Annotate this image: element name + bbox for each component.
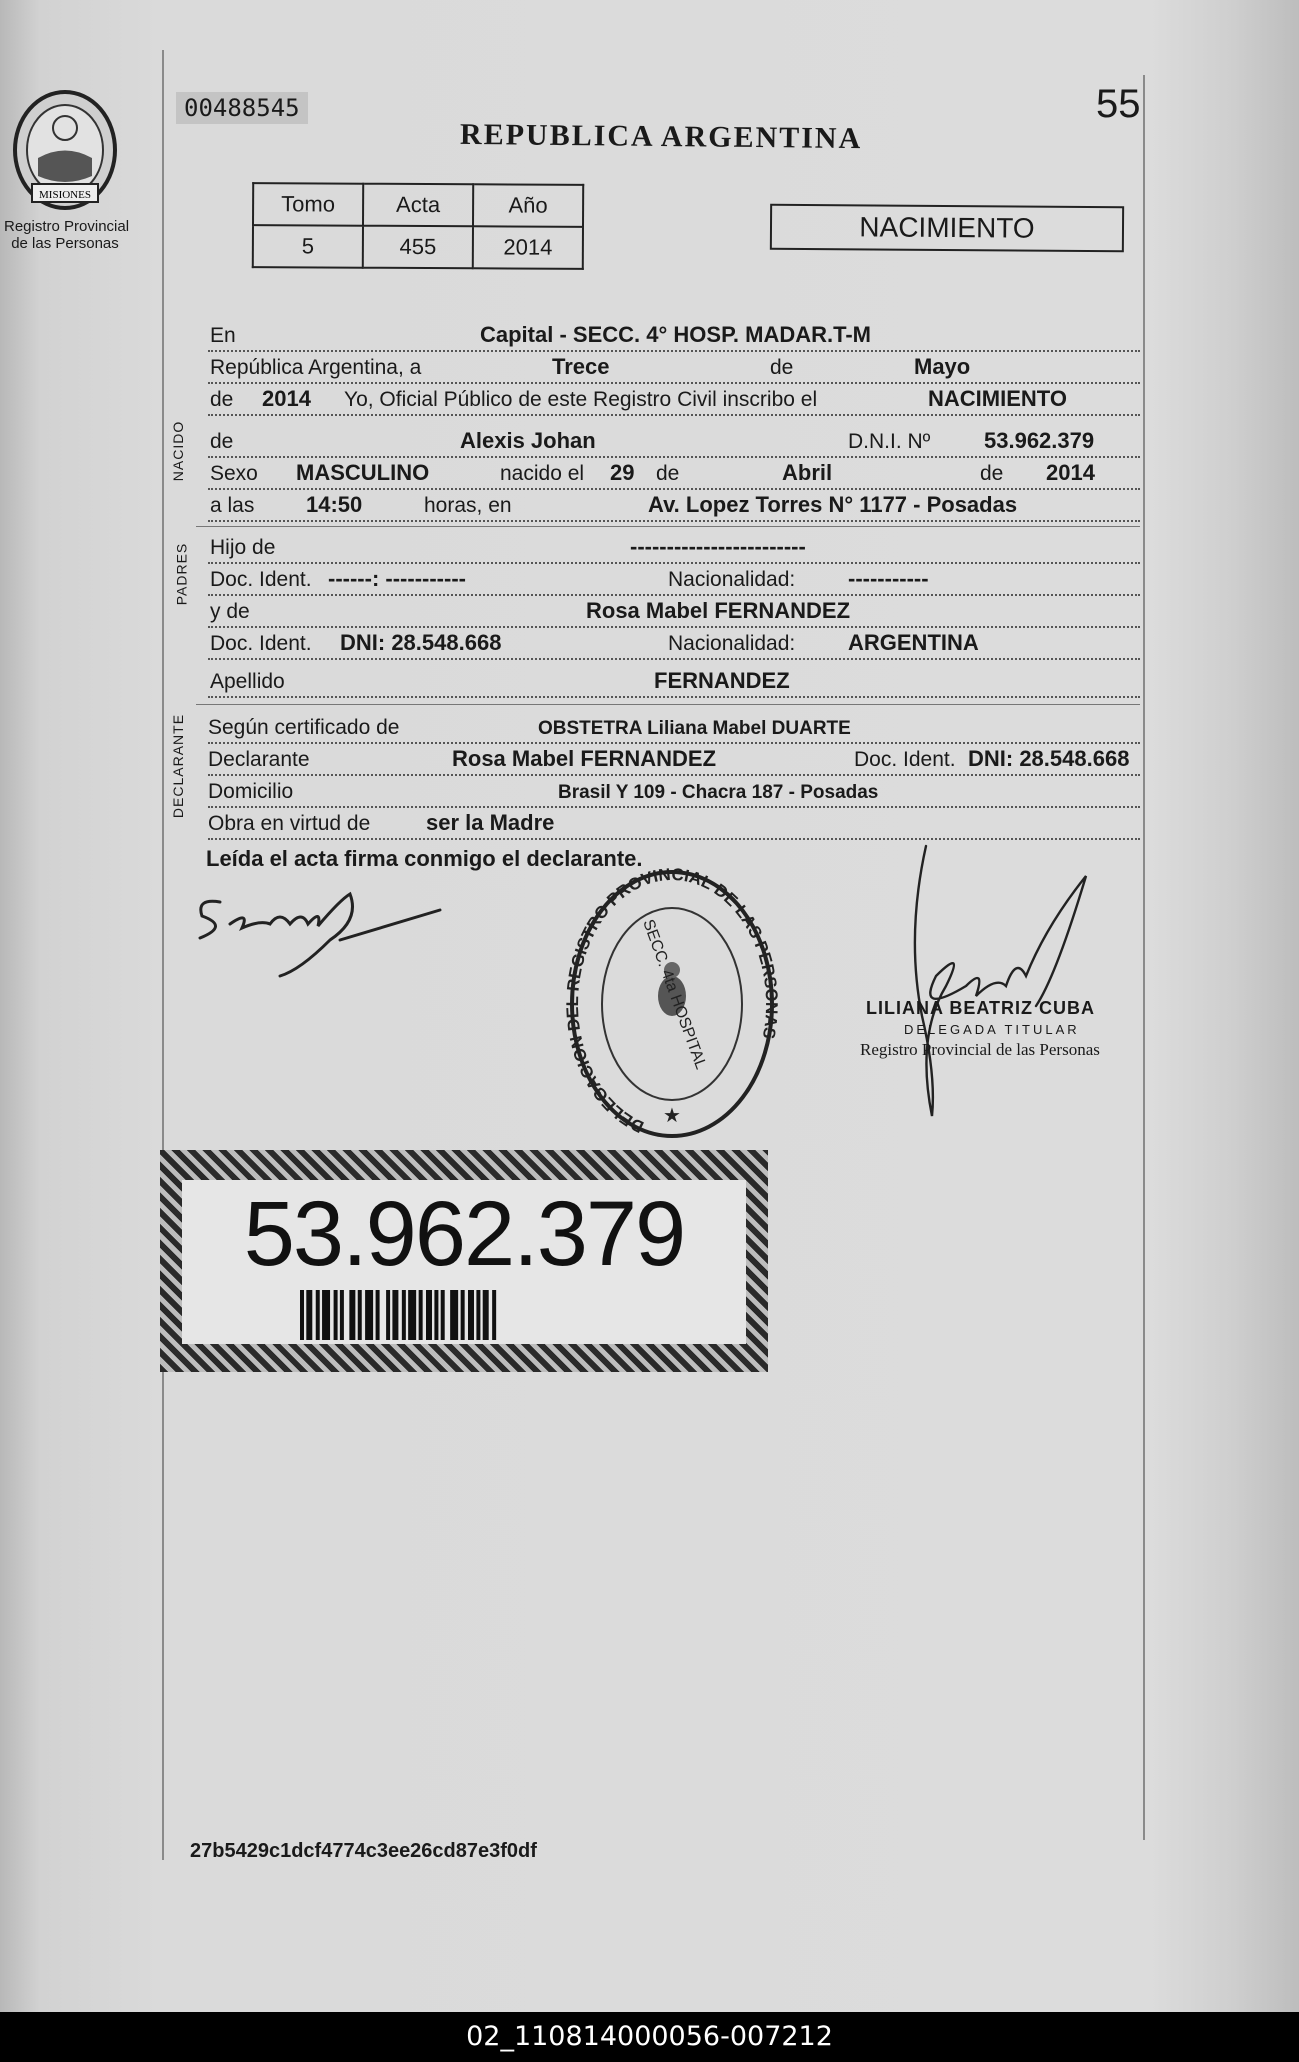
domicilio-line	[208, 774, 1140, 808]
label-a-las: a las	[210, 494, 255, 517]
table-header: Acta	[363, 184, 473, 227]
barcode-bar	[408, 1290, 416, 1340]
act-type-box: NACIMIENTO	[770, 204, 1124, 252]
place-line	[208, 318, 1140, 352]
barcode-bar	[300, 1290, 304, 1340]
sexo-value: MASCULINO	[296, 460, 430, 485]
section-label-nacido: NACIDO	[170, 420, 187, 482]
label-obra: Obra en virtud de	[208, 812, 371, 835]
label-child-de: de	[210, 430, 234, 453]
label-father-nationality: Nacionalidad:	[668, 568, 796, 591]
day-value: Trece	[552, 354, 610, 379]
provincial-seal-icon	[10, 88, 120, 214]
barcode-bar	[461, 1290, 465, 1340]
label-domicilio: Domicilio	[208, 780, 294, 803]
registry-logo	[4, 88, 130, 252]
date-line	[208, 350, 1140, 384]
label-declarante: Declarante	[208, 748, 310, 771]
label-hijo-de: Hijo de	[210, 536, 276, 559]
barcode-bar	[492, 1290, 496, 1340]
label-father-doc: Doc. Ident.	[210, 568, 312, 591]
label-dni: D.N.I. Nº	[848, 430, 931, 453]
section-divider	[196, 704, 1140, 705]
barcode-bar	[434, 1290, 438, 1340]
logo-line-1: Registro Provincial	[4, 218, 130, 235]
apellido-value: FERNANDEZ	[654, 668, 790, 693]
barcode-bar	[392, 1290, 398, 1340]
barcode-bar	[340, 1290, 344, 1340]
child-name-line	[208, 424, 1140, 458]
barcode-bar	[316, 1290, 320, 1340]
label-de-birth-year: de	[980, 462, 1004, 485]
declarante-name: Rosa Mabel FERNANDEZ	[452, 746, 717, 771]
father-doc-line	[208, 562, 1140, 596]
birth-year: 2014	[1046, 460, 1095, 485]
certificado-value: OBSTETRA Liliana Mabel DUARTE	[538, 718, 851, 739]
seal-label: MISIONES	[39, 189, 91, 201]
barcode-number: 53.962.379	[243, 1183, 685, 1285]
obra-value: ser la Madre	[426, 810, 555, 835]
obra-line	[208, 806, 1140, 840]
sex-line	[208, 456, 1140, 490]
page-number: 55	[1096, 82, 1141, 126]
father-name: ------------------------	[630, 534, 806, 559]
barcode-bar	[322, 1290, 330, 1340]
table-header: Año	[473, 184, 583, 227]
mother-doc: DNI: 28.548.668	[340, 630, 502, 655]
declarant-signature	[190, 880, 450, 990]
barcode-label	[182, 1180, 746, 1344]
mother-nationality: ARGENTINA	[848, 630, 979, 655]
label-de-month: de	[656, 462, 680, 485]
label-certificado: Según certificado de	[208, 716, 400, 739]
birth-day: 29	[610, 460, 635, 485]
table-header: Tomo	[253, 183, 363, 226]
stamp-seal-icon	[566, 866, 778, 1142]
section-divider	[196, 526, 1140, 527]
declarante-line	[208, 742, 1140, 776]
barcode-bar	[358, 1290, 362, 1340]
closing-statement: Leída el acta firma conmigo el declarante.	[206, 846, 643, 871]
label-mother-doc: Doc. Ident.	[210, 632, 312, 655]
official-role: DELEGADA TITULAR	[904, 1022, 1080, 1037]
serial-number: 00488545	[176, 92, 308, 124]
inscribe-text: Yo, Oficial Público de este Registro Civil inscribo el	[344, 388, 818, 411]
stamp-ring-text: DELEGACION EGISTRO PROVINCIAL DE LAS PER S	[566, 866, 778, 1137]
svg-text:★: ★	[663, 1105, 681, 1127]
label-y-de: y de	[210, 600, 250, 623]
birth-month: Abril	[782, 460, 833, 485]
barcode-bar	[483, 1290, 489, 1340]
official-stamp	[566, 866, 778, 1142]
year-value: 2014	[262, 386, 311, 411]
logo-line-2: de las Personas	[11, 235, 119, 252]
barcode-bar	[441, 1290, 445, 1340]
inscribe-line	[208, 382, 1140, 416]
mother-line	[208, 594, 1140, 628]
barcode-bar	[476, 1290, 480, 1340]
label-republica: República Argentina, a	[210, 356, 422, 379]
official-name: LILIANA BEATRIZ CUBA	[866, 998, 1095, 1018]
birth-place: Av. Lopez Torres N° 1177 - Posadas	[648, 492, 1018, 517]
dni-barcode-sticker	[160, 1150, 768, 1372]
official-registry: Registro Provincial de las Personas	[860, 1040, 1100, 1059]
official-signature	[856, 836, 1146, 1126]
stamp-center-text: SECC. 4ta HOSPITAL	[639, 917, 710, 1072]
label-en: En	[210, 324, 236, 347]
section-label-declarante: DECLARANTE	[170, 713, 187, 819]
page-title: REPUBLICA ARGENTINA	[459, 117, 863, 156]
section-label-padres: PADRES	[173, 542, 190, 606]
declarante-doc: DNI: 28.548.668	[968, 746, 1130, 771]
barcode-bar	[426, 1290, 432, 1340]
record-table	[252, 182, 584, 270]
scan-footer: 02_110814000056-007212	[0, 2012, 1299, 2062]
father-line	[208, 530, 1140, 564]
apellido-line	[208, 664, 1140, 698]
barcode-bar	[419, 1290, 423, 1340]
mother-name: Rosa Mabel FERNANDEZ	[586, 598, 851, 623]
barcode-bar	[334, 1290, 338, 1340]
domicilio-value: Brasil Y 109 - Chacra 187 - Posadas	[558, 782, 879, 803]
mother-doc-line	[208, 626, 1140, 660]
label-de: de	[770, 356, 794, 379]
barcode-bar	[402, 1290, 406, 1340]
child-dni: 53.962.379	[984, 428, 1095, 453]
father-nationality: -----------	[848, 566, 929, 591]
label-nacido-el: nacido el	[500, 462, 585, 485]
barcode-bar	[386, 1290, 390, 1340]
time-line	[208, 488, 1140, 522]
barcode-bar	[349, 1290, 355, 1340]
barcode-bar	[306, 1290, 312, 1340]
barcode-bar	[450, 1290, 458, 1340]
label-apellido: Apellido	[210, 670, 285, 693]
label-declarante-doc: Doc. Ident.	[854, 748, 956, 771]
barcode-bar	[365, 1290, 373, 1340]
document-hash: 27b5429c1dcf4774c3ee26cd87e3f0df	[190, 1840, 537, 1862]
barcode-icon	[300, 1290, 670, 1340]
table-cell: 5	[253, 225, 363, 268]
label-mother-nationality: Nacionalidad:	[668, 632, 796, 655]
inscribe-value: NACIMIENTO	[928, 386, 1067, 411]
table-cell: 2014	[473, 226, 583, 269]
month-value: Mayo	[914, 354, 971, 379]
place-value: Capital - SECC. 4° HOSP. MADAR.T-M	[480, 322, 871, 347]
birth-time: 14:50	[306, 492, 363, 517]
certificado-line	[208, 710, 1140, 744]
barcode-bar	[468, 1290, 474, 1340]
official-signature-block	[856, 836, 1146, 1126]
label-sexo: Sexo	[210, 462, 258, 485]
left-margin-line	[162, 50, 164, 1860]
father-doc: ------: -----------	[328, 566, 466, 591]
label-de-year: de	[210, 388, 234, 411]
label-horas: horas, en	[424, 494, 512, 517]
barcode-bar	[376, 1290, 380, 1340]
table-cell: 455	[363, 226, 473, 269]
child-name: Alexis Johan	[460, 428, 596, 453]
